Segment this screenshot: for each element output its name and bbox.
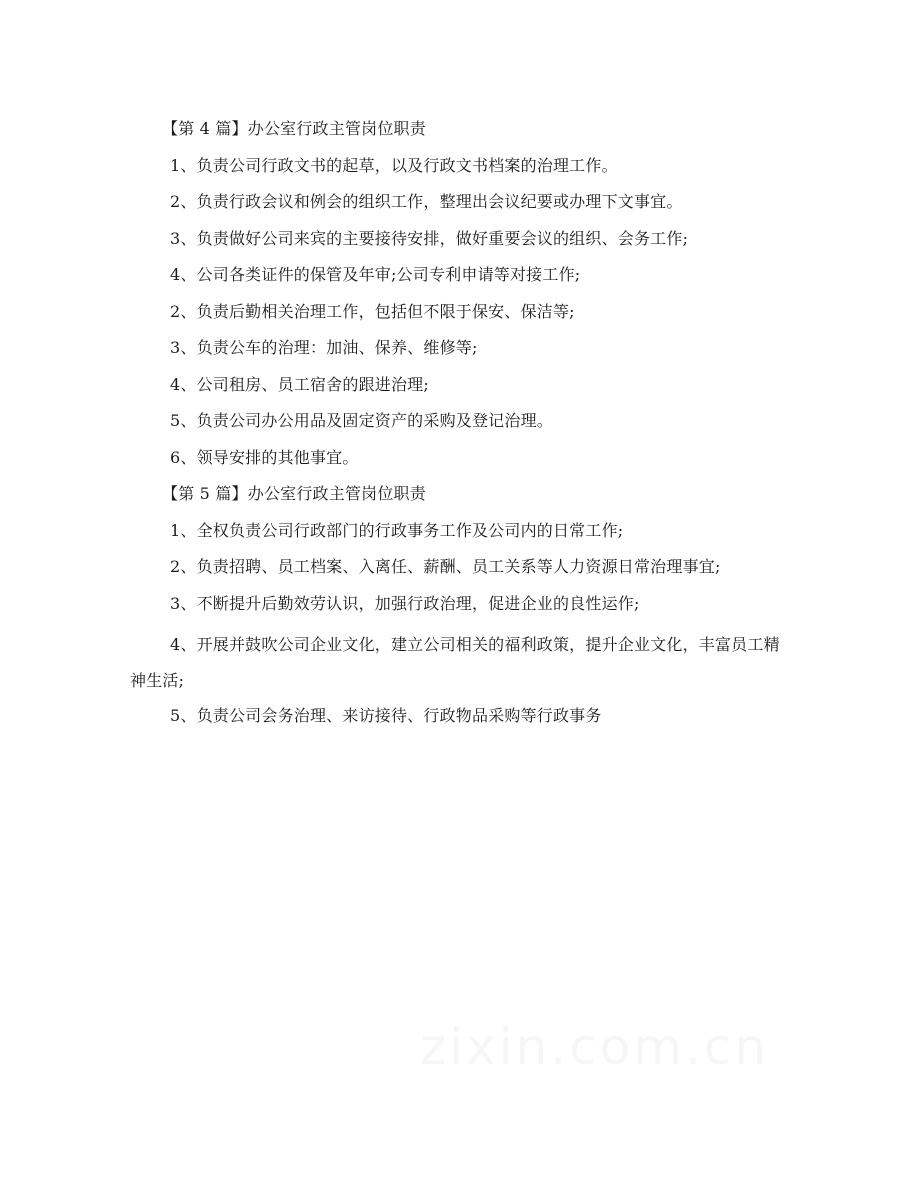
list-item: 4、开展并鼓吹公司企业文化，建立公司相关的福利政策，提升企业文化，丰富员工精神生活; [130, 635, 780, 690]
list-item: 2、负责招聘、员工档案、入离任、薪酬、员工关系等人力资源日常治理事宜; [170, 557, 721, 576]
list-item: 6、领导安排的其他事宜。 [170, 447, 359, 467]
list-item: 5、负责公司会务治理、来访接待、行政物品采购等行政事务 [170, 706, 602, 725]
list-item: 4、公司租房、员工宿舍的跟进治理; [170, 374, 429, 394]
watermark [420, 1018, 769, 1076]
list-item: 2、负责后勤相关治理工作，包括但不限于保安、保洁等; [170, 301, 575, 321]
document-body [130, 116, 795, 740]
list-item: 2、负责行政会议和例会的组织工作，整理出会议纪要或办理下文事宜。 [170, 192, 683, 211]
section-heading-4: 【第 4 篇】办公室行政主管岗位职责 [162, 119, 426, 138]
section-heading-5: 【第 5 篇】办公室行政主管岗位职责 [162, 484, 426, 503]
list-item: 1、负责公司行政文书的起草，以及行政文书档案的治理工作。 [170, 155, 618, 175]
list-item: 3、负责做好公司来宾的主要接待安排，做好重要会议的组织、会务工作; [170, 228, 689, 248]
list-item: 3、不断提升后勤效劳认识，加强行政治理，促进企业的良性运作; [170, 593, 640, 613]
list-item: 3、负责公车的治理：加油、保养、维修等; [170, 338, 478, 357]
list-item: 4、公司各类证件的保管及年审;公司专利申请等对接工作; [170, 265, 581, 284]
list-item: 5、负责公司办公用品及固定资产的采购及登记治理。 [170, 411, 553, 430]
list-item: 1、全权负责公司行政部门的行政事务工作及公司内的日常工作; [170, 520, 624, 540]
